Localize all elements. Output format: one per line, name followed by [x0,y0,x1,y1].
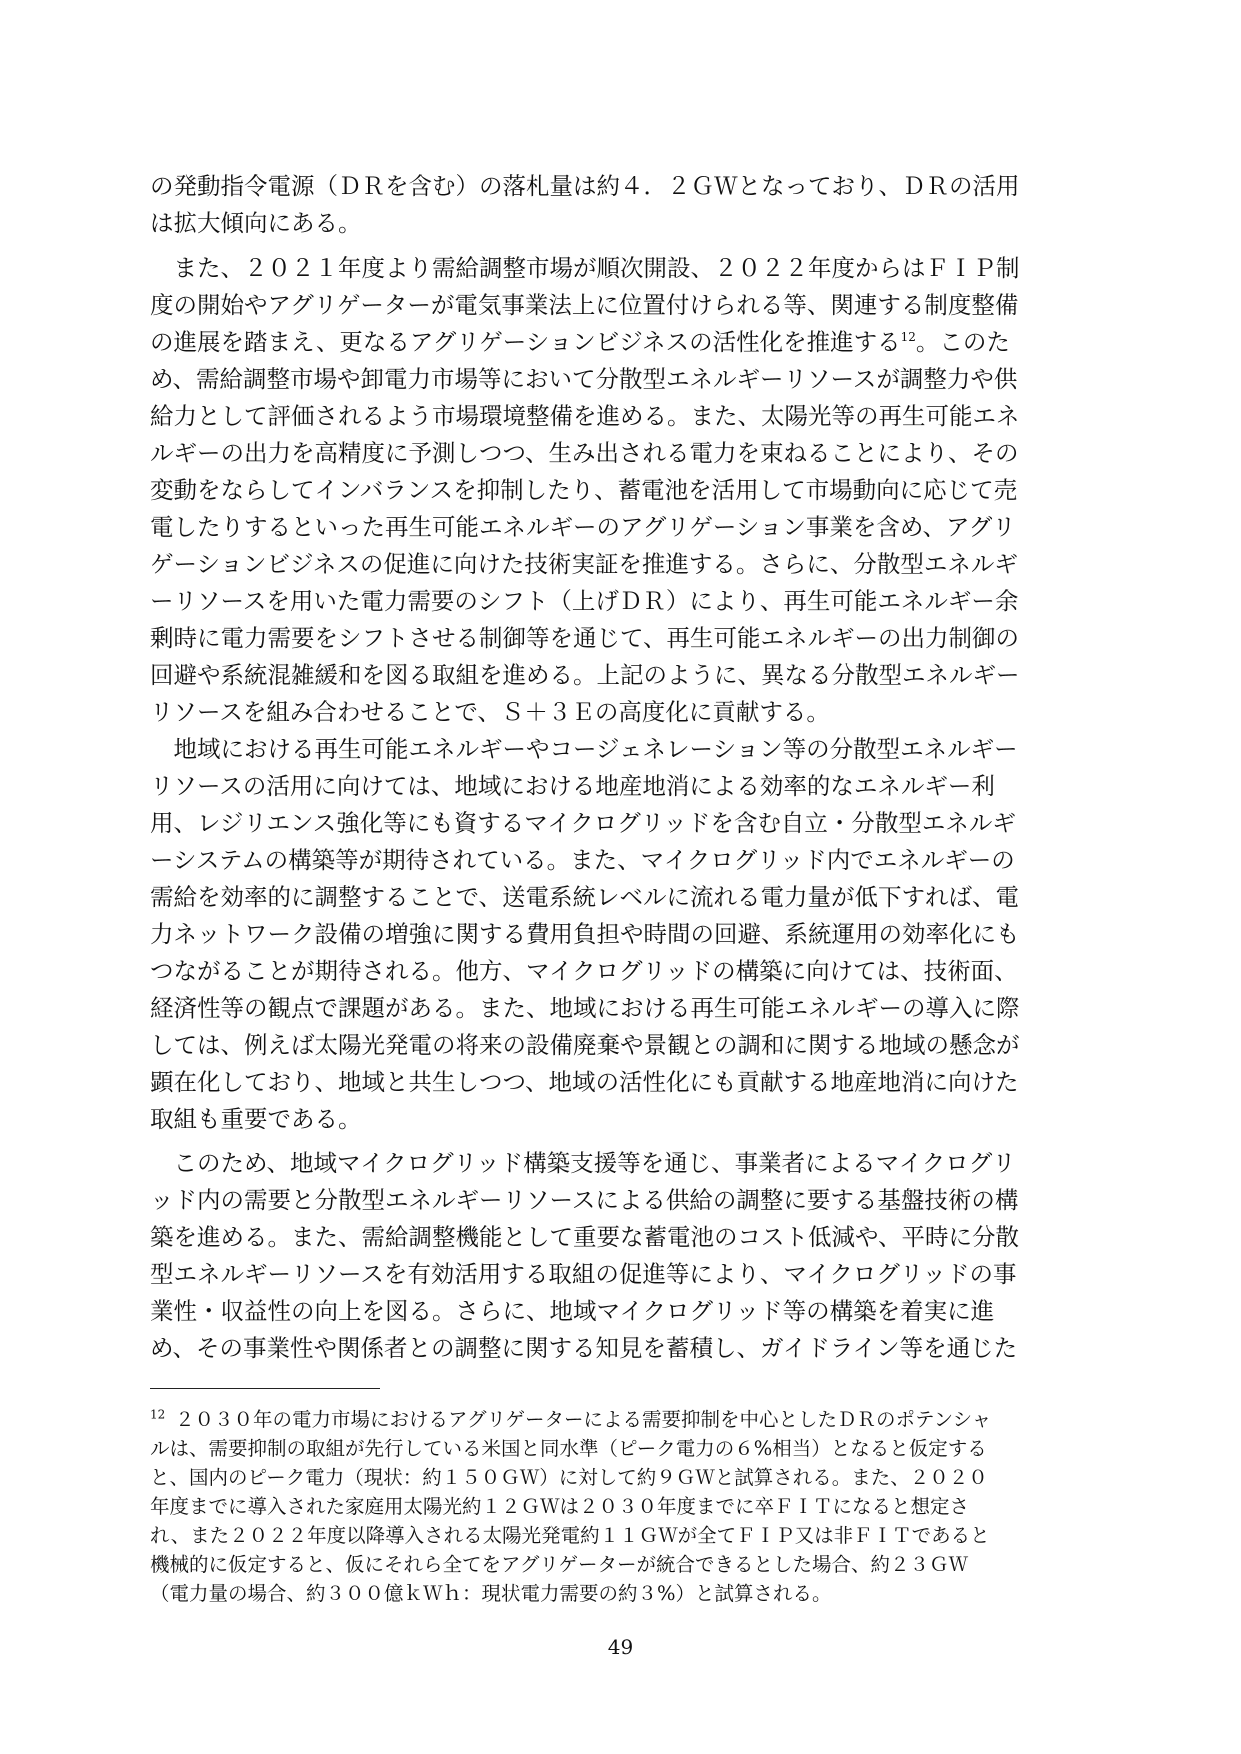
body-line: 用、レジリエンス強化等にも資するマイクログリッドを含む自立・分散型エネルギ [150,809,1016,837]
body-line: 度の開始やアグリゲーターが電気事業法上に位置付けられる等、関連する制度整備 [150,291,1019,319]
body-line: 業性・収益性の向上を図る。さらに、地域マイクログリッド等の構築を着実に進 [150,1297,995,1325]
page-number: 49 [607,1635,634,1659]
footnote-separator [150,1388,380,1389]
footnote-line: れ、また２０２２年度以降導入される太陽光発電約１１ＧＷが全てＦＩＰ又は非ＦＩＴであると [150,1524,990,1547]
footnote-line: 年度までに導入された家庭用太陽光約１２ＧＷは２０３０年度までに卒ＦＩＴになると想定さ [150,1495,970,1518]
footnote-line: 機械的に仮定すると、仮にそれら全てをアグリゲーターが統合できるとした場合、約２３ＧＷ [150,1553,969,1576]
body-line: ーシステムの構築等が期待されている。また、マイクログリッド内でエネルギーの [150,846,1015,874]
body-line: 顕在化しており、地域と共生しつつ、地域の活性化にも貢献する地産地消に向けた [150,1068,1019,1096]
body-line: リソースを組み合わせることで、Ｓ＋３Ｅの高度化に貢献する。 [150,698,830,726]
body-line: 型エネルギーリソースを有効活用する取組の促進等により、マイクログリッドの事 [150,1260,1017,1288]
body-line: 電したりするといった再生可能エネルギーのアグリゲーション事業を含め、アグリ [150,513,1016,541]
body-line: 経済性等の観点で課題がある。また、地域における再生可能エネルギーの導入に際 [150,994,1020,1022]
body-line: は拡大傾向にある。 [150,209,362,237]
body-line: ーリソースを用いた電力需要のシフト（上げＤＲ）により、再生可能エネルギー余 [150,587,1019,615]
body-line [150,327,1010,357]
body-line: 築を進める。また、需給調整機能として重要な蓄電池のコスト低減や、平時に分散 [150,1223,1020,1251]
body-line: め、需給調整市場や卸電力市場等において分散型エネルギーリソースが調整力や供 [150,365,1018,393]
body-line-text: の進展を踏まえ、更なるアグリゲーションビジネスの活性化を推進する [150,328,901,356]
body-line: つながることが期待される。他方、マイクログリッドの構築に向けては、技術面、 [150,957,1018,985]
footnote-line-text: ２０３０年の電力市場におけるアグリゲーターによる需要抑制を中心としたＤＲのポテンシャ [175,1408,992,1431]
body-line: 地域における再生可能エネルギーやコージェネレーション等の分散型エネルギー [150,735,1018,763]
body-line: しては、例えば太陽光発電の将来の設備廃棄や景観との調和に関する地域の懸念が [150,1031,1020,1059]
body-line: リソースの活用に向けては、地域における地産地消による効率的なエネルギー利 [150,772,995,800]
body-line: め、その事業性や関係者との調整に関する知見を蓄積し、ガイドライン等を通じた [150,1334,1018,1362]
body-line: の発動指令電源（ＤＲを含む）の落札量は約４．２ＧＷとなっており、ＤＲの活用 [150,172,1020,200]
body-line: 剰時に電力需要をシフトさせる制御等を通じて、再生可能エネルギーの出力制御の [150,624,1020,652]
footnote-line: （電力量の場合、約３００億ｋＷｈ：現状電力需要の約３%）と試算される。 [150,1582,832,1605]
body-line: 給力として評価されるよう市場環境整備を進める。また、太陽光等の再生可能エネ [150,402,1020,430]
footnote-reference[interactable]: 12 [900,330,916,345]
footnote-number: 12 [150,1407,166,1422]
body-line: このため、地域マイクログリッド構築支援等を通じ、事業者によるマイクログリ [150,1149,1016,1177]
body-line: ルギーの出力を高精度に予測しつつ、生み出される電力を束ねることにより、その [150,439,1019,467]
footnote-line: ルは、需要抑制の取組が先行している米国と同水準（ピーク電力の６%相当）となると仮定する [150,1437,987,1460]
footnote-line: と、国内のピーク電力（現状：約１５０ＧＷ）に対して約９ＧＷと試算される。また、２０２０ [150,1466,988,1489]
body-line: 変動をならしてインバランスを抑制したり、蓄電池を活用して市場動向に応じて売 [150,476,1018,504]
body-line: 需給を効率的に調整することで、送電系統レベルに流れる電力量が低下すれば、電 [150,883,1020,911]
body-line: 力ネットワーク設備の増強に関する費用負担や時間の回避、系統運用の効率化にも [150,920,1020,948]
body-line: 回避や系統混雑緩和を図る取組を進める。上記のように、異なる分散型エネルギー [150,661,1020,689]
body-line: ッド内の需要と分散型エネルギーリソースによる供給の調整に要する基盤技術の構 [150,1186,1019,1214]
body-line: ゲーションビジネスの促進に向けた技術実証を推進する。さらに、分散型エネルギ [150,550,1018,578]
body-line: また、２０２１年度より需給調整市場が順次開設、２０２２年度からはＦＩＰ制 [150,254,1020,282]
body-line-tail: 。このた [915,328,1010,356]
body-line: 取組も重要である。 [150,1105,362,1133]
footnote-line [150,1407,991,1433]
